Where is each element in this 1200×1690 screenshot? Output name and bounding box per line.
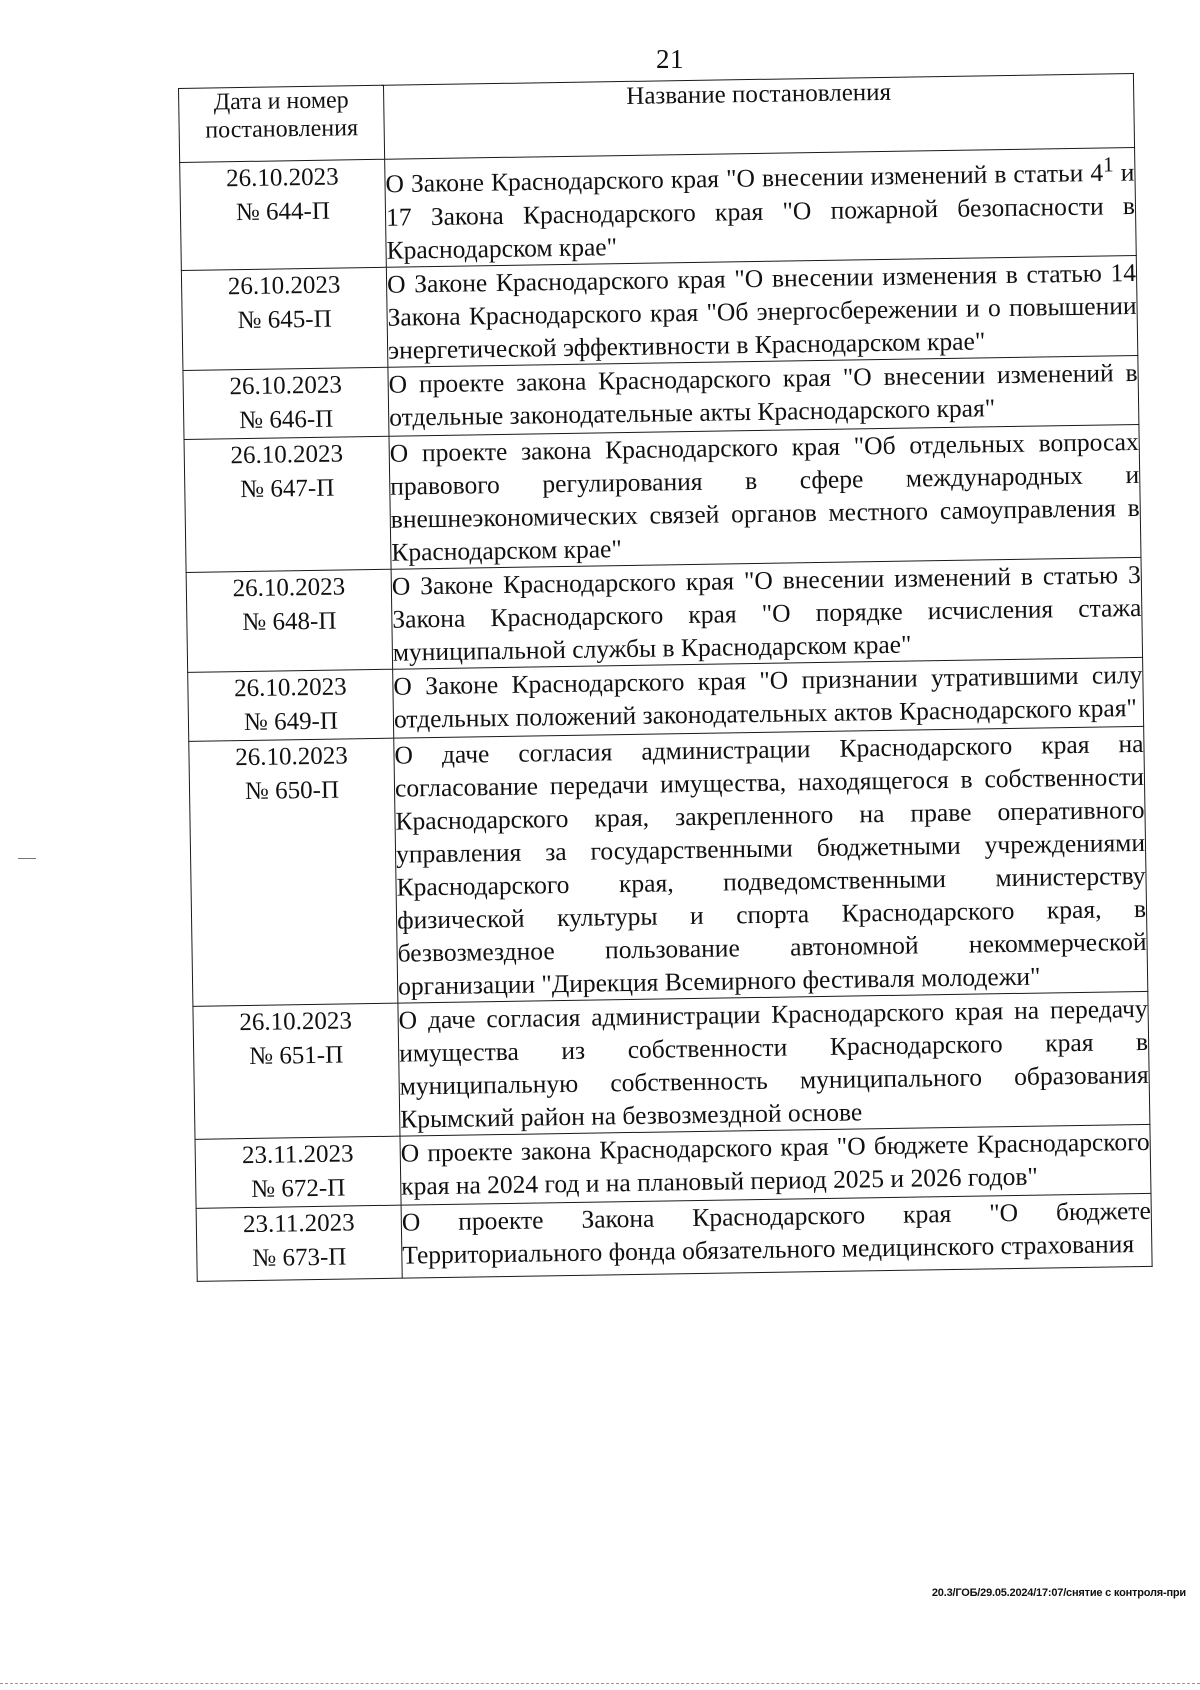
row-date-number-cell [183, 367, 389, 439]
row-number: № 644-П [235, 197, 331, 227]
table-row [196, 1193, 1152, 1281]
row-date: 26.10.2023 [233, 672, 347, 702]
header-date-number: Дата и номер постановления [179, 85, 385, 162]
row-date-number-cell [180, 159, 387, 270]
row-title [385, 147, 1137, 266]
table-row [193, 991, 1150, 1139]
row-number: № 649-П [243, 707, 339, 736]
row-number: № 648-П [242, 607, 337, 636]
row-title: О проекте Закона Краснодарского края "О бюджете Территориального фонда обязательного медицинского страхования [401, 1193, 1152, 1278]
row-date: 23.11.2023 [242, 1208, 355, 1238]
bottom-scan-edge [0, 1683, 1200, 1684]
row-title: О Законе Краснодарского края "О признании утратившими силу отдельных положений законодательных актов Краснодарского края" [393, 657, 1144, 738]
row-number: № 651-П [249, 1041, 344, 1070]
row-date-number-cell [193, 1003, 400, 1139]
row-date-number-cell [181, 267, 388, 370]
row-date: 26.10.2023 [225, 163, 339, 193]
row-title: О проекте закона Краснодарского края "О бюджете Краснодарского края на 2024 год и на плановый период 2025 и 2026 годов" [400, 1124, 1151, 1205]
row-date: 26.10.2023 [235, 741, 348, 771]
row-number: № 650-П [244, 776, 340, 805]
row-title: О Законе Краснодарского края "О внесении изменения в статью 14 Закона Краснодарского края "Об энергосбережении и о повышении энергетической эффективности в Краснодарском крае" [386, 255, 1137, 367]
row-date: 26.10.2023 [239, 1006, 353, 1036]
row-date: 26.10.2023 [227, 270, 341, 300]
row-number: № 647-П [240, 474, 335, 503]
article-superscript: 1 [1102, 152, 1114, 177]
row-number: № 645-П [237, 305, 332, 334]
row-date-number-cell [189, 738, 398, 1006]
row-date-number-cell [195, 1136, 401, 1208]
control-stamp: 20.3/ГОБ/29.05.2024/17:07/снятие с контроля-при [931, 1587, 1186, 1599]
row-title-part: О Законе Краснодарского края "О внесении изменений в статьи 4 [385, 157, 1104, 199]
row-date-number-cell [188, 669, 394, 741]
table-row [189, 726, 1148, 1006]
row-title: О Законе Краснодарского края "О внесении изменений в статью 3 Закона Краснодарского края "О порядке исчисления стажа муниципальной службы в Краснодарском крае" [391, 557, 1142, 669]
row-date-number-cell [196, 1205, 402, 1281]
row-title: О проекте закона Краснодарского края "Об отдельных вопросах правового регулирования в сфере международных и внешнеэкономических связей органов местного самоуправления в Краснодарском крае" [389, 424, 1141, 569]
row-date: 23.11.2023 [241, 1139, 354, 1169]
row-number: № 672-П [251, 1174, 346, 1203]
header-title: Название постановления [383, 73, 1134, 159]
row-title: О даче согласия администрации Краснодарского края на согласование передачи имущества, находящегося в собственности Краснодарского края, закрепленного на праве оперативного управления за государственными бюджетными учреждениями Краснодарского края, подведомственными министерству физической культуры и спорта Краснодарского края, в безвозмездное пользование автономной некоммерческой организации "Дирекция Всемирного фестиваля молодежи" [394, 726, 1148, 1003]
row-date: 26.10.2023 [232, 572, 346, 602]
table-row [184, 424, 1141, 572]
row-title: О даче согласия администрации Краснодарского края на передачу имущества из собственности Краснодарского края в муниципальную собственность муниципального образования Крымский район на безвозмездной основе [398, 991, 1150, 1136]
row-date-number-cell [184, 436, 391, 572]
table-row [186, 557, 1142, 672]
page-number: 21 [656, 44, 684, 74]
margin-mark [18, 858, 36, 859]
row-title: О проекте закона Краснодарского края "О внесении изменений в отдельные законодательные акты Краснодарского края" [388, 355, 1139, 436]
row-number: № 646-П [239, 405, 334, 434]
table-row [181, 255, 1137, 370]
row-title-part: и 17 Закона Краснодарского края "О пожарной безопасности в Краснодарском крае" [385, 157, 1136, 265]
row-date: 26.10.2023 [230, 439, 344, 469]
row-date: 26.10.2023 [229, 370, 343, 400]
row-number: № 673-П [252, 1243, 347, 1272]
table-row [180, 147, 1137, 269]
row-date-number-cell [186, 569, 393, 672]
resolutions-table [178, 73, 1153, 1281]
document-sheet [178, 73, 1152, 1281]
